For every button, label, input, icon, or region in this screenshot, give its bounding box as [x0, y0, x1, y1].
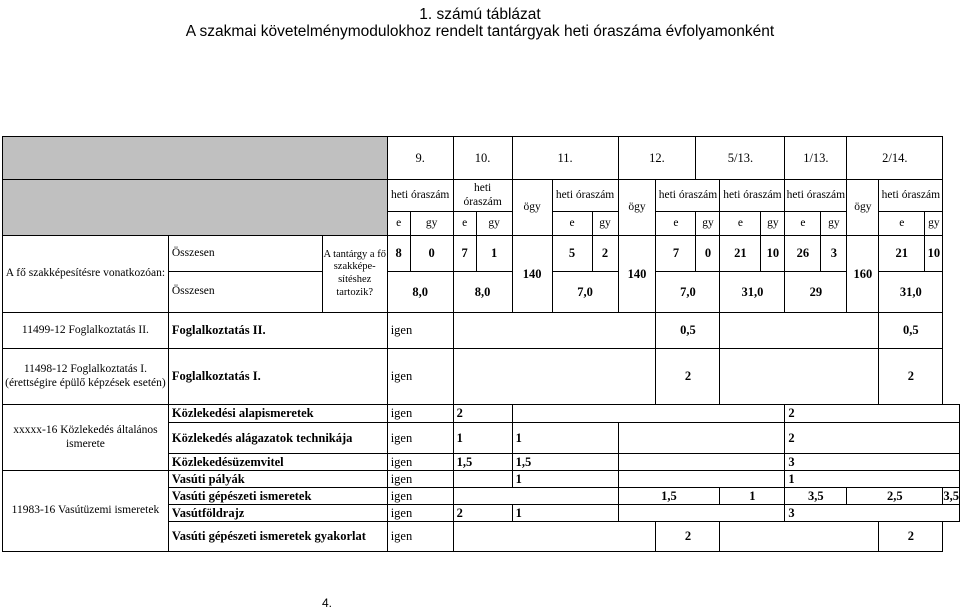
subject-name: Közlekedési alapismeretek	[168, 405, 387, 423]
module-name: xxxxx-16 Közlekedés általános ismerete	[3, 405, 169, 471]
subject-answer: igen	[387, 349, 453, 405]
cell-12: 0,5	[656, 313, 720, 349]
sum-113e: 26	[785, 236, 821, 272]
cell-513: 2	[785, 405, 960, 423]
total-12: 7,0	[656, 272, 720, 313]
subject-name: Közlekedés alágazatok technikája	[168, 423, 387, 454]
cell-9: 1,5	[453, 454, 512, 471]
cell-214: 0,5	[879, 313, 943, 349]
gy-11: gy	[592, 212, 618, 236]
subject-answer: igen	[387, 313, 453, 349]
cell-214: 2	[879, 349, 943, 405]
heti-oraszam-214: heti óraszám	[879, 180, 943, 212]
heti-oraszam-11: heti óraszám	[552, 180, 618, 212]
cell-12: 1	[720, 488, 785, 505]
e-12: e	[656, 212, 696, 236]
curriculum-table	[2, 136, 960, 552]
sum-113gy: 3	[821, 236, 847, 272]
cell-10: 1	[512, 505, 618, 522]
e-214: e	[879, 212, 925, 236]
sum-10gy: 1	[476, 236, 512, 272]
cell-10: 1	[512, 423, 618, 454]
sum-ogy-3: 160	[847, 236, 879, 313]
cell-12: 2	[656, 522, 720, 552]
module-name: 11498-12 Foglalkoztatás I. (érettségire épülő képzések esetén)	[3, 349, 169, 405]
osszesen-label-2: Összesen	[168, 272, 322, 313]
table-caption: 1. számú táblázat	[419, 6, 541, 23]
ogy-1: ögy	[512, 180, 552, 236]
subject-name: Közlekedésüzemvitel	[168, 454, 387, 471]
total-10: 8,0	[453, 272, 512, 313]
e-113: e	[785, 212, 821, 236]
subject-answer: igen	[387, 471, 453, 488]
total-9: 8,0	[387, 272, 453, 313]
ogy-2: ögy	[618, 180, 656, 236]
cell-10: 1,5	[512, 454, 618, 471]
subject-name: Foglalkoztatás I.	[168, 349, 387, 405]
cell-214: 3,5	[943, 488, 959, 503]
gy-9: gy	[410, 212, 453, 236]
heti-oraszam-12: heti óraszám	[656, 180, 720, 212]
header-empty-2	[3, 180, 388, 236]
subject-name: Vasúti gépészeti ismeretek gyakorlat	[168, 522, 387, 552]
year-10: 10.	[453, 137, 512, 180]
subject-name: Vasútföldrajz	[168, 505, 387, 522]
heti-oraszam-9: heti óraszám	[387, 180, 453, 212]
total-11: 7,0	[552, 272, 618, 313]
subject-answer: igen	[387, 488, 453, 505]
cell-513: 2	[785, 423, 960, 454]
sum-11e: 5	[552, 236, 592, 272]
gy-113: gy	[821, 212, 847, 236]
year-9: 9.	[387, 137, 453, 180]
cell-513: 3,5	[785, 488, 847, 505]
cell-11: 1,5	[618, 488, 720, 505]
page-number: 4.	[322, 596, 333, 610]
sum-12gy: 0	[696, 236, 720, 272]
cell-113: 2,5	[847, 488, 943, 505]
total-214: 31,0	[879, 272, 943, 313]
total-113: 29	[785, 272, 847, 313]
sum-214e: 21	[879, 236, 925, 272]
sum-513e: 21	[720, 236, 761, 272]
table-title: A szakmai követelménymodulokhoz rendelt tantárgyak heti óraszáma évfolyamonként	[185, 23, 775, 40]
sum-214gy: 10	[925, 236, 943, 272]
e-10: e	[453, 212, 476, 236]
sum-11gy: 2	[592, 236, 618, 272]
osszesen-label-1: Összesen	[168, 236, 322, 272]
cell-214: 2	[879, 522, 943, 552]
year-2-14: 2/14.	[847, 137, 943, 180]
cell-12: 2	[656, 349, 720, 405]
cell-513: 1	[785, 471, 960, 488]
module-name: 11983-16 Vasútüzemi ismeretek	[3, 471, 169, 552]
gy-12: gy	[696, 212, 720, 236]
cell-513: 3	[785, 505, 960, 522]
cell-10: 1	[512, 471, 618, 488]
cell-9: 2	[453, 405, 512, 423]
sum-ogy-2: 140	[618, 236, 656, 313]
cell-9: 2	[453, 505, 512, 522]
total-513: 31,0	[720, 272, 785, 313]
subject-answer: igen	[387, 423, 453, 454]
gy-10: gy	[476, 212, 512, 236]
subject-answer: igen	[387, 505, 453, 522]
year-12: 12.	[618, 137, 696, 180]
sum-ogy-1: 140	[512, 236, 552, 313]
gy-214: gy	[925, 212, 943, 236]
header-empty	[3, 137, 388, 180]
question-label: A tantárgy a fő szakképe-sítéshez tartozik?	[322, 236, 387, 313]
subject-name: Foglalkoztatás II.	[168, 313, 387, 349]
year-1-13: 1/13.	[785, 137, 847, 180]
sum-10e: 7	[453, 236, 476, 272]
e-11: e	[552, 212, 592, 236]
year-5-13: 5/13.	[696, 137, 785, 180]
sum-513gy: 10	[761, 236, 785, 272]
subject-answer: igen	[387, 522, 453, 552]
sum-9gy: 0	[410, 236, 453, 272]
subject-answer: igen	[387, 454, 453, 471]
year-11: 11.	[512, 137, 618, 180]
heti-oraszam-10: heti óraszám	[453, 180, 512, 212]
cell-513: 3	[785, 454, 960, 471]
sum-9e: 8	[387, 236, 410, 272]
heti-oraszam-513: heti óraszám	[720, 180, 785, 212]
sum-12e: 7	[656, 236, 696, 272]
subject-name: Vasúti pályák	[168, 471, 387, 488]
e-513: e	[720, 212, 761, 236]
subject-answer: igen	[387, 405, 453, 423]
gy-513: gy	[761, 212, 785, 236]
summary-label: A fő szakképesítésre vonatkozóan:	[3, 236, 169, 313]
subject-name: Vasúti gépészeti ismeretek	[168, 488, 387, 505]
heti-oraszam-113: heti óraszám	[785, 180, 847, 212]
e-9: e	[387, 212, 410, 236]
module-name: 11499-12 Foglalkoztatás II.	[3, 313, 169, 349]
ogy-3: ögy	[847, 180, 879, 236]
cell-9: 1	[453, 423, 512, 454]
